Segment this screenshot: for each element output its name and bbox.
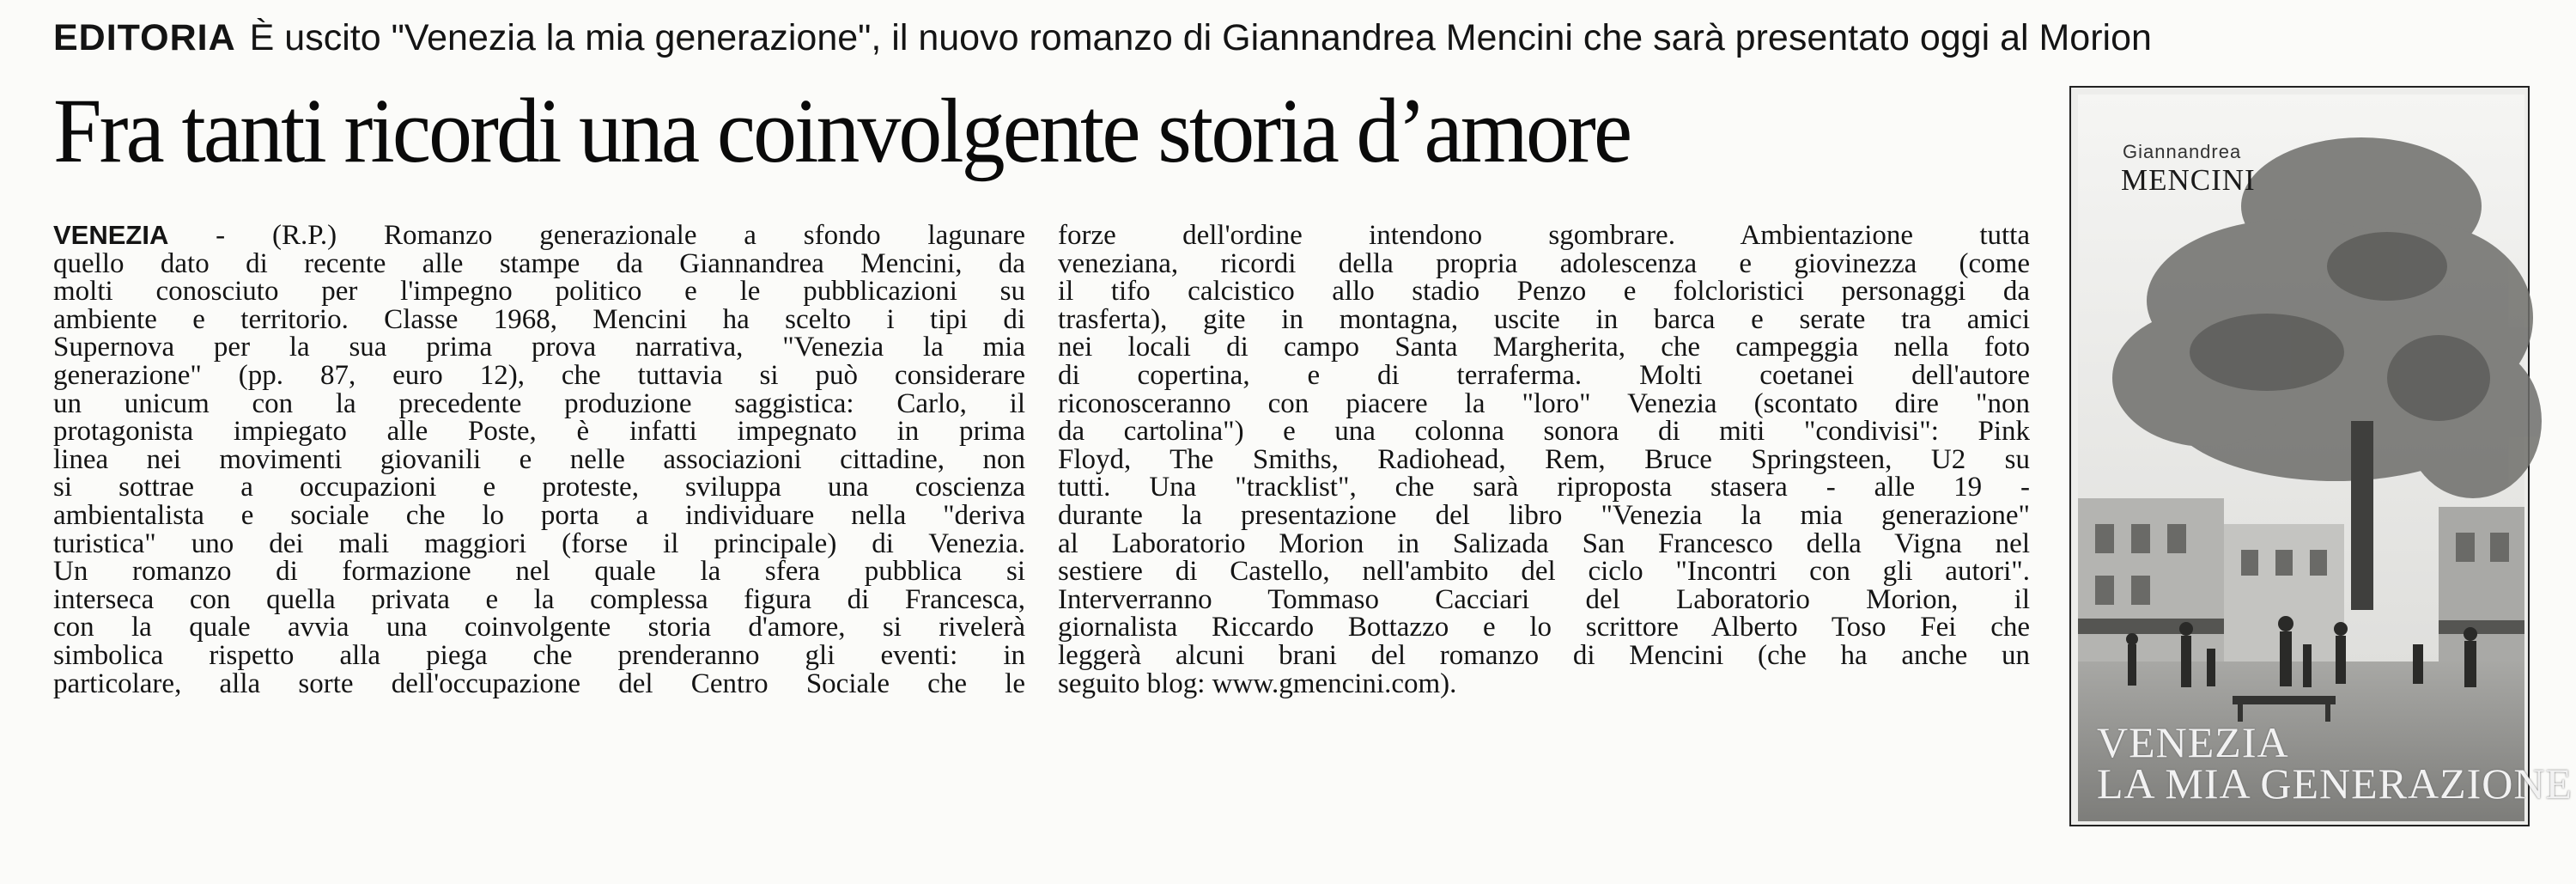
article-line: il tifo calcistico allo stadio Penzo e folcloristici personaggi da <box>1058 276 2030 308</box>
article-line: leggerà alcuni brani del romanzo di Mencini (che ha anche un <box>1058 639 2030 671</box>
article-line: simbolica rispetto alla piega che prenderanno gli eventi: in <box>53 639 1025 671</box>
article-line: seguito blog: www.gmencini.com). <box>1058 668 1457 699</box>
article-line: turistica" uno dei mali maggiori (forse il principale) di Venezia. <box>53 527 1025 559</box>
article-line: ambientalista e sociale che lo porta a individuare nella "deriva <box>53 499 1025 531</box>
article-line: tutti. Una "tracklist", che sarà riproposta stasera - alle 19 - <box>1058 472 2030 503</box>
cover-author-first-name: Giannandrea <box>2123 141 2242 162</box>
article-line: un unicum con la precedente produzione saggistica: Carlo, il <box>53 387 1025 419</box>
article-column-left <box>53 222 1025 840</box>
cover-title-line-2: LA MIA GENERAZIONE <box>2097 759 2573 808</box>
article-line: Un romanzo di formazione nel quale la sfera pubblica si <box>53 556 1025 588</box>
article-line: interseca con quella privata e la complessa figura di Francesca, <box>53 583 1025 615</box>
article-line: linea nei movimenti giovanili e nelle associazioni cittadine, non <box>53 443 1025 475</box>
section-label: EDITORIA <box>53 17 236 58</box>
article-line: molti conosciuto per l'impegno politico e le pubblicazioni su <box>53 276 1025 308</box>
article-line: Supernova per la sua prima prova narrativa, "Venezia la mia <box>53 332 1025 363</box>
article-line: giornalista Riccardo Bottazzo e lo scrittore Alberto Toso Fei che <box>1058 612 2030 643</box>
article-line: quello dato di recente alle stampe da Giannandrea Mencini, da <box>53 247 1025 279</box>
article-line: da cartolina") e una colonna sonora di miti "condivisi": Pink <box>1058 416 2030 448</box>
article-line: veneziana, ricordi della propria adolescenza e giovinezza (come <box>1058 247 2030 279</box>
article-line: trasferta), gite in montagna, uscite in barca e serate tra amici <box>1058 303 2030 335</box>
article-line: Interverranno Tommaso Cacciari del Laboratorio Morion, il <box>1058 583 2030 615</box>
article-line: durante la presentazione del libro "Venezia la mia generazione" <box>1058 499 2030 531</box>
book-cover-photo-area <box>2078 94 2573 818</box>
article-line: protagonista impiegato alle Poste, è infatti impegnato in prima <box>53 416 1025 448</box>
book-cover <box>2069 86 2573 826</box>
article-line: ambiente e territorio. Classe 1968, Mencini ha scelto i tipi di <box>53 303 1025 335</box>
cover-author-last-name: MENCINI <box>2121 163 2256 197</box>
article-line-text: - (R.P.) Romanzo generazionale a sfondo lagunare <box>168 220 1025 251</box>
kicker-line <box>53 10 2526 65</box>
article-line: con la quale avvia una coinvolgente storia d'amore, si rivelerà <box>53 612 1025 643</box>
book-cover-photo <box>2078 94 2524 821</box>
article-headline: Fra tanti ricordi una coinvolgente storia d’amore <box>53 81 1631 182</box>
article-line: Floyd, The Smiths, Radiohead, Rem, Bruce Springsteen, U2 su <box>1058 443 2030 475</box>
kicker-text: È uscito "Venezia la mia generazione", il nuovo romanzo di Giannandrea Mencini che sarà presentato oggi al Morion <box>249 17 2152 58</box>
article-column-right <box>1058 222 2030 840</box>
article-line: forze dell'ordine intendono sgombrare. Ambientazione tutta <box>1058 220 2030 251</box>
article-line: al Laboratorio Morion in Salizada San Francesco della Vigna nel <box>1058 527 2030 559</box>
article-line: si sottrae a occupazioni e proteste, sviluppa una coscienza <box>53 472 1025 503</box>
article-line: nei locali di campo Santa Margherita, che campeggia nella foto <box>1058 332 2030 363</box>
article-line: sestiere di Castello, nell'ambito del ciclo "Incontri con gli autori". <box>1058 556 2030 588</box>
article-line: particolare, alla sorte dell'occupazione del Centro Sociale che le <box>53 668 1025 699</box>
article-line: generazione" (pp. 87, euro 12), che tuttavia si può considerare <box>53 359 1025 391</box>
article-line: di copertina, e di terraferma. Molti coetanei dell'autore <box>1058 359 2030 391</box>
article-dateline: VENEZIA <box>53 220 169 250</box>
article-line: riconosceranno con piacere la "loro" Venezia (scontato dire "non <box>1058 387 2030 419</box>
article-line <box>53 222 1025 250</box>
cover-title-line-1: VENEZIA <box>2097 718 2289 766</box>
